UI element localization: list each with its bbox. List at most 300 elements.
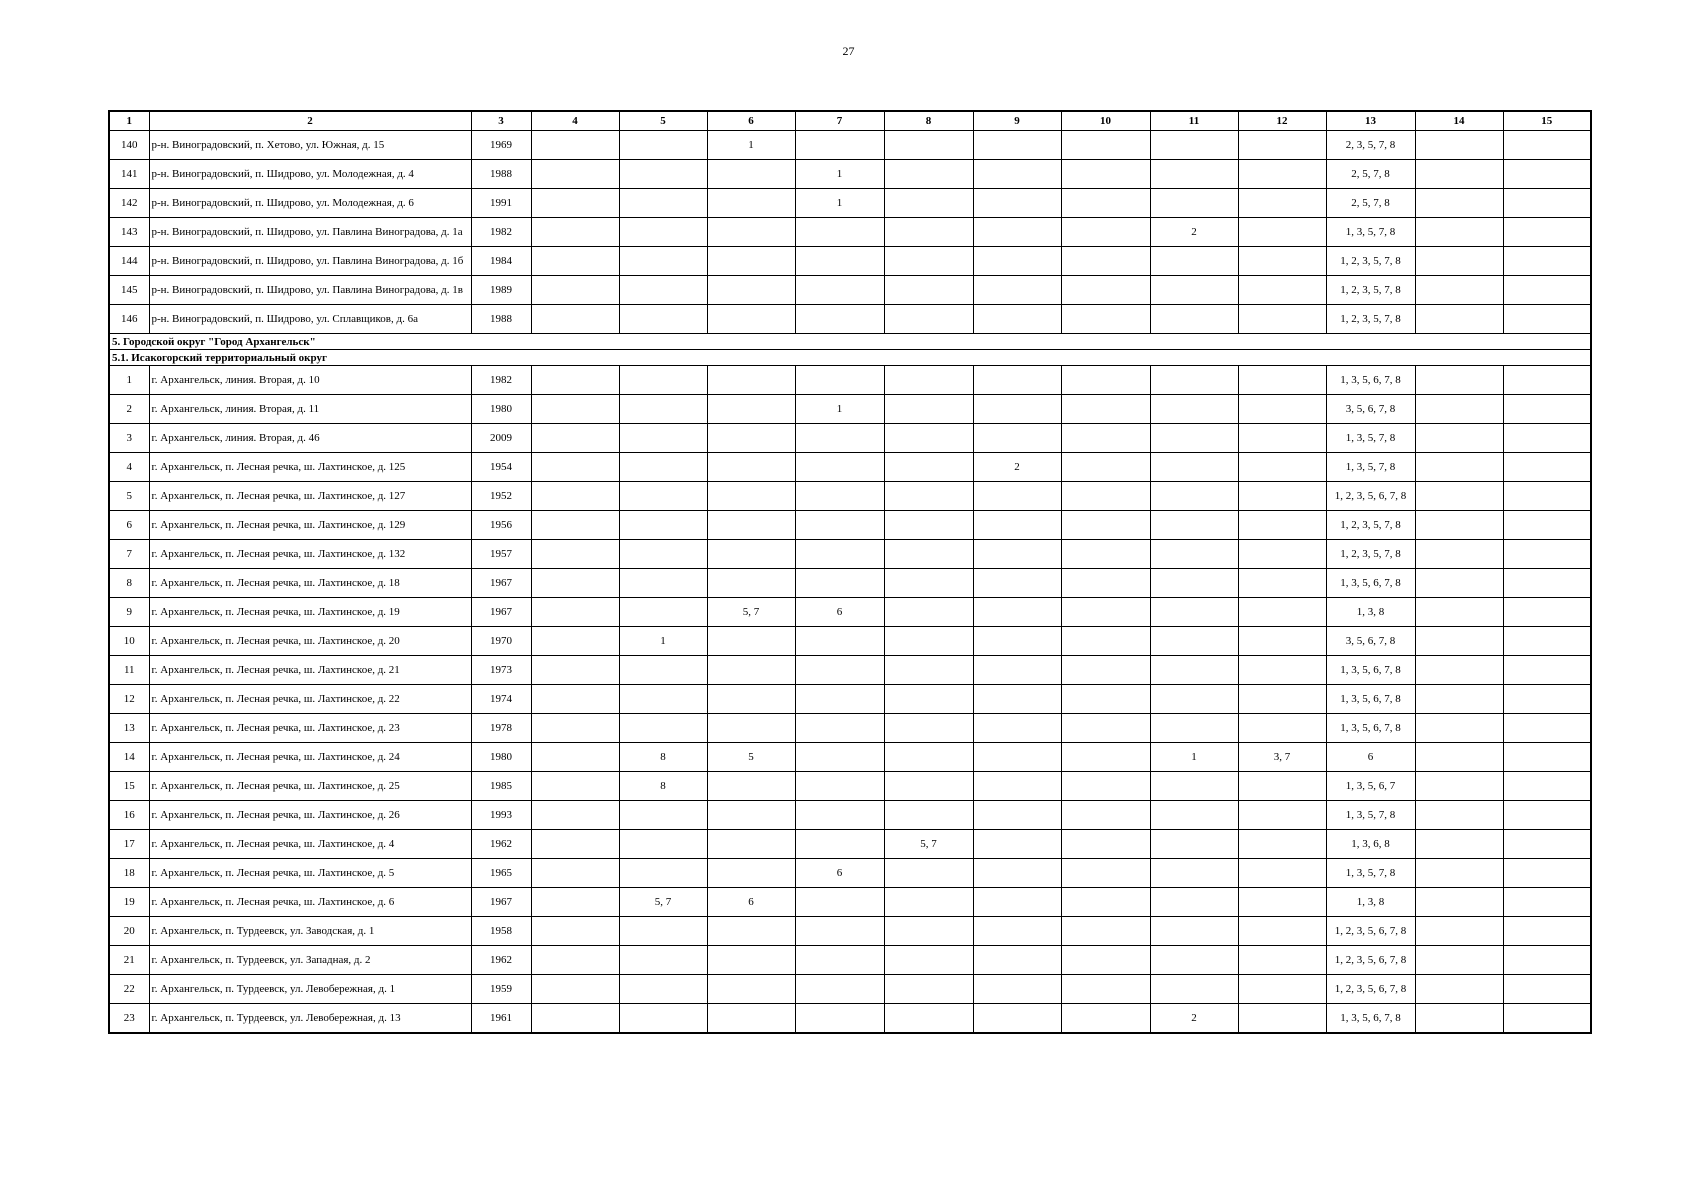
cell-col-7 <box>795 366 884 395</box>
cell-col-1: 10 <box>109 627 149 656</box>
cell-col-4 <box>531 276 619 305</box>
cell-col-4 <box>531 511 619 540</box>
table-row <box>109 917 1591 946</box>
cell-col-4 <box>531 656 619 685</box>
cell-col-1: 2 <box>109 395 149 424</box>
table-body <box>109 131 1591 1034</box>
cell-col-8 <box>884 714 973 743</box>
cell-col-12 <box>1238 366 1326 395</box>
cell-col-7 <box>795 305 884 334</box>
cell-col-8 <box>884 218 973 247</box>
cell-col-11 <box>1150 189 1238 218</box>
cell-col-2: р-н. Виноградовский, п. Хетово, ул. Южная, д. 15 <box>149 131 471 160</box>
cell-col-15 <box>1503 424 1591 453</box>
cell-col-14 <box>1415 830 1503 859</box>
cell-col-8 <box>884 627 973 656</box>
cell-col-1: 144 <box>109 247 149 276</box>
cell-col-5 <box>619 946 707 975</box>
cell-col-15 <box>1503 1004 1591 1034</box>
cell-col-3: 1980 <box>471 395 531 424</box>
cell-col-1: 146 <box>109 305 149 334</box>
cell-col-6 <box>707 424 795 453</box>
cell-col-12 <box>1238 453 1326 482</box>
cell-col-6 <box>707 859 795 888</box>
cell-col-15 <box>1503 189 1591 218</box>
cell-col-14 <box>1415 743 1503 772</box>
cell-col-4 <box>531 540 619 569</box>
cell-col-5 <box>619 859 707 888</box>
cell-col-3: 1967 <box>471 888 531 917</box>
cell-col-11 <box>1150 772 1238 801</box>
section-heading-row <box>109 334 1591 350</box>
cell-col-15 <box>1503 627 1591 656</box>
cell-col-4 <box>531 218 619 247</box>
cell-col-12 <box>1238 946 1326 975</box>
cell-col-5 <box>619 395 707 424</box>
table-row <box>109 305 1591 334</box>
cell-col-12 <box>1238 247 1326 276</box>
cell-col-7 <box>795 772 884 801</box>
cell-col-1: 143 <box>109 218 149 247</box>
cell-col-6 <box>707 946 795 975</box>
cell-col-8 <box>884 305 973 334</box>
cell-col-8 <box>884 772 973 801</box>
column-header-6: 6 <box>707 111 795 131</box>
cell-col-1: 7 <box>109 540 149 569</box>
cell-col-15 <box>1503 917 1591 946</box>
table-row <box>109 366 1591 395</box>
cell-col-13: 1, 2, 3, 5, 6, 7, 8 <box>1326 482 1415 511</box>
cell-col-3: 1980 <box>471 743 531 772</box>
cell-col-8 <box>884 131 973 160</box>
cell-col-15 <box>1503 975 1591 1004</box>
cell-col-4 <box>531 424 619 453</box>
cell-col-4 <box>531 801 619 830</box>
cell-col-1: 11 <box>109 656 149 685</box>
cell-col-3: 1969 <box>471 131 531 160</box>
cell-col-8 <box>884 540 973 569</box>
cell-col-6 <box>707 975 795 1004</box>
cell-col-3: 1988 <box>471 305 531 334</box>
cell-col-9 <box>973 482 1061 511</box>
cell-col-14 <box>1415 276 1503 305</box>
cell-col-13: 3, 5, 6, 7, 8 <box>1326 627 1415 656</box>
cell-col-9 <box>973 160 1061 189</box>
cell-col-3: 1967 <box>471 569 531 598</box>
cell-col-8 <box>884 482 973 511</box>
cell-col-7 <box>795 424 884 453</box>
section-heading: 5. Городской округ "Город Архангельск" <box>109 334 1591 350</box>
cell-col-1: 17 <box>109 830 149 859</box>
column-header-14: 14 <box>1415 111 1503 131</box>
cell-col-9 <box>973 247 1061 276</box>
table-row <box>109 424 1591 453</box>
cell-col-10 <box>1061 656 1150 685</box>
cell-col-9 <box>973 743 1061 772</box>
section-heading: 5.1. Исакогорский территориальный округ <box>109 350 1591 366</box>
cell-col-8 <box>884 424 973 453</box>
cell-col-8 <box>884 366 973 395</box>
cell-col-12 <box>1238 859 1326 888</box>
cell-col-7 <box>795 218 884 247</box>
cell-col-8 <box>884 1004 973 1034</box>
cell-col-9 <box>973 830 1061 859</box>
table-row <box>109 131 1591 160</box>
cell-col-10 <box>1061 131 1150 160</box>
cell-col-7 <box>795 1004 884 1034</box>
cell-col-5 <box>619 656 707 685</box>
cell-col-5 <box>619 685 707 714</box>
cell-col-15 <box>1503 540 1591 569</box>
cell-col-1: 140 <box>109 131 149 160</box>
cell-col-10 <box>1061 859 1150 888</box>
cell-col-10 <box>1061 305 1150 334</box>
cell-col-5 <box>619 276 707 305</box>
cell-col-2: г. Архангельск, п. Лесная речка, ш. Лахтинское, д. 5 <box>149 859 471 888</box>
cell-col-4 <box>531 975 619 1004</box>
cell-col-14 <box>1415 247 1503 276</box>
header-row <box>109 111 1591 131</box>
cell-col-7: 1 <box>795 189 884 218</box>
cell-col-3: 1958 <box>471 917 531 946</box>
cell-col-7 <box>795 685 884 714</box>
cell-col-11: 2 <box>1150 1004 1238 1034</box>
cell-col-2: г. Архангельск, п. Лесная речка, ш. Лахтинское, д. 129 <box>149 511 471 540</box>
cell-col-4 <box>531 627 619 656</box>
cell-col-13: 1, 3, 6, 8 <box>1326 830 1415 859</box>
cell-col-1: 9 <box>109 598 149 627</box>
cell-col-11 <box>1150 424 1238 453</box>
cell-col-11 <box>1150 917 1238 946</box>
cell-col-9 <box>973 888 1061 917</box>
cell-col-3: 1991 <box>471 189 531 218</box>
table-row <box>109 830 1591 859</box>
cell-col-9 <box>973 772 1061 801</box>
cell-col-6 <box>707 247 795 276</box>
cell-col-14 <box>1415 305 1503 334</box>
cell-col-3: 1988 <box>471 160 531 189</box>
cell-col-12 <box>1238 189 1326 218</box>
cell-col-8 <box>884 189 973 218</box>
cell-col-15 <box>1503 131 1591 160</box>
cell-col-7 <box>795 888 884 917</box>
cell-col-4 <box>531 1004 619 1034</box>
cell-col-4 <box>531 305 619 334</box>
cell-col-9 <box>973 189 1061 218</box>
cell-col-10 <box>1061 160 1150 189</box>
cell-col-15 <box>1503 772 1591 801</box>
cell-col-4 <box>531 743 619 772</box>
cell-col-7 <box>795 627 884 656</box>
cell-col-7: 6 <box>795 598 884 627</box>
cell-col-15 <box>1503 685 1591 714</box>
cell-col-8 <box>884 511 973 540</box>
cell-col-9 <box>973 305 1061 334</box>
cell-col-8 <box>884 569 973 598</box>
cell-col-11 <box>1150 859 1238 888</box>
cell-col-12 <box>1238 511 1326 540</box>
cell-col-14 <box>1415 395 1503 424</box>
cell-col-9 <box>973 946 1061 975</box>
cell-col-5 <box>619 975 707 1004</box>
cell-col-3: 1956 <box>471 511 531 540</box>
table-row <box>109 946 1591 975</box>
cell-col-13: 1, 3, 8 <box>1326 598 1415 627</box>
cell-col-10 <box>1061 627 1150 656</box>
cell-col-8 <box>884 888 973 917</box>
cell-col-2: г. Архангельск, п. Лесная речка, ш. Лахтинское, д. 20 <box>149 627 471 656</box>
cell-col-1: 3 <box>109 424 149 453</box>
column-header-10: 10 <box>1061 111 1150 131</box>
cell-col-10 <box>1061 772 1150 801</box>
cell-col-1: 142 <box>109 189 149 218</box>
cell-col-4 <box>531 714 619 743</box>
cell-col-6: 5, 7 <box>707 598 795 627</box>
cell-col-13: 1, 2, 3, 5, 7, 8 <box>1326 247 1415 276</box>
cell-col-9 <box>973 366 1061 395</box>
cell-col-8 <box>884 859 973 888</box>
column-header-15: 15 <box>1503 111 1591 131</box>
cell-col-13: 1, 2, 3, 5, 6, 7, 8 <box>1326 946 1415 975</box>
cell-col-12 <box>1238 482 1326 511</box>
cell-col-7 <box>795 743 884 772</box>
cell-col-10 <box>1061 830 1150 859</box>
table-row <box>109 160 1591 189</box>
cell-col-12 <box>1238 656 1326 685</box>
cell-col-11 <box>1150 453 1238 482</box>
cell-col-13: 1, 3, 5, 7, 8 <box>1326 453 1415 482</box>
cell-col-14 <box>1415 424 1503 453</box>
table-row <box>109 569 1591 598</box>
table-row <box>109 714 1591 743</box>
cell-col-14 <box>1415 1004 1503 1034</box>
cell-col-6 <box>707 569 795 598</box>
cell-col-15 <box>1503 218 1591 247</box>
cell-col-7 <box>795 801 884 830</box>
cell-col-8 <box>884 395 973 424</box>
cell-col-2: р-н. Виноградовский, п. Шидрово, ул. Молодежная, д. 4 <box>149 160 471 189</box>
cell-col-13: 1, 3, 5, 7, 8 <box>1326 859 1415 888</box>
cell-col-10 <box>1061 511 1150 540</box>
cell-col-14 <box>1415 482 1503 511</box>
cell-col-3: 1993 <box>471 801 531 830</box>
table-row <box>109 772 1591 801</box>
cell-col-2: г. Архангельск, п. Лесная речка, ш. Лахтинское, д. 24 <box>149 743 471 772</box>
cell-col-7 <box>795 247 884 276</box>
cell-col-7 <box>795 975 884 1004</box>
column-header-1: 1 <box>109 111 149 131</box>
cell-col-1: 23 <box>109 1004 149 1034</box>
cell-col-1: 5 <box>109 482 149 511</box>
cell-col-13: 1, 2, 3, 5, 6, 7, 8 <box>1326 917 1415 946</box>
cell-col-11 <box>1150 247 1238 276</box>
cell-col-12 <box>1238 772 1326 801</box>
cell-col-9 <box>973 1004 1061 1034</box>
cell-col-6 <box>707 627 795 656</box>
table-row <box>109 801 1591 830</box>
column-header-7: 7 <box>795 111 884 131</box>
cell-col-11 <box>1150 598 1238 627</box>
cell-col-14 <box>1415 685 1503 714</box>
cell-col-13: 1, 3, 5, 7, 8 <box>1326 218 1415 247</box>
cell-col-10 <box>1061 975 1150 1004</box>
cell-col-5 <box>619 598 707 627</box>
cell-col-11 <box>1150 714 1238 743</box>
cell-col-9 <box>973 627 1061 656</box>
cell-col-2: г. Архангельск, п. Турдеевск, ул. Заводская, д. 1 <box>149 917 471 946</box>
cell-col-14 <box>1415 453 1503 482</box>
cell-col-7 <box>795 453 884 482</box>
cell-col-14 <box>1415 859 1503 888</box>
cell-col-6: 1 <box>707 131 795 160</box>
cell-col-13: 1, 2, 3, 5, 6, 7, 8 <box>1326 975 1415 1004</box>
cell-col-3: 1961 <box>471 1004 531 1034</box>
cell-col-15 <box>1503 946 1591 975</box>
cell-col-2: г. Архангельск, линия. Вторая, д. 11 <box>149 395 471 424</box>
cell-col-8 <box>884 743 973 772</box>
cell-col-5 <box>619 830 707 859</box>
cell-col-11: 1 <box>1150 743 1238 772</box>
cell-col-10 <box>1061 598 1150 627</box>
cell-col-4 <box>531 859 619 888</box>
cell-col-10 <box>1061 946 1150 975</box>
cell-col-15 <box>1503 395 1591 424</box>
cell-col-13: 1, 3, 5, 7, 8 <box>1326 801 1415 830</box>
cell-col-15 <box>1503 859 1591 888</box>
cell-col-9 <box>973 395 1061 424</box>
cell-col-15 <box>1503 482 1591 511</box>
cell-col-5 <box>619 453 707 482</box>
cell-col-8 <box>884 801 973 830</box>
cell-col-5 <box>619 247 707 276</box>
cell-col-11 <box>1150 656 1238 685</box>
cell-col-10 <box>1061 366 1150 395</box>
table-row <box>109 975 1591 1004</box>
cell-col-9 <box>973 131 1061 160</box>
cell-col-6 <box>707 189 795 218</box>
cell-col-6 <box>707 366 795 395</box>
cell-col-14 <box>1415 946 1503 975</box>
cell-col-1: 20 <box>109 917 149 946</box>
cell-col-11 <box>1150 685 1238 714</box>
cell-col-11 <box>1150 830 1238 859</box>
cell-col-5 <box>619 305 707 334</box>
cell-col-11 <box>1150 540 1238 569</box>
cell-col-2: г. Архангельск, п. Лесная речка, ш. Лахтинское, д. 21 <box>149 656 471 685</box>
cell-col-2: г. Архангельск, п. Лесная речка, ш. Лахтинское, д. 125 <box>149 453 471 482</box>
cell-col-6 <box>707 305 795 334</box>
cell-col-4 <box>531 598 619 627</box>
cell-col-7 <box>795 917 884 946</box>
table-row <box>109 598 1591 627</box>
cell-col-1: 22 <box>109 975 149 1004</box>
column-header-11: 11 <box>1150 111 1238 131</box>
cell-col-15 <box>1503 801 1591 830</box>
cell-col-11 <box>1150 946 1238 975</box>
column-header-5: 5 <box>619 111 707 131</box>
cell-col-10 <box>1061 395 1150 424</box>
cell-col-13: 1, 3, 8 <box>1326 888 1415 917</box>
cell-col-12 <box>1238 801 1326 830</box>
table-row <box>109 276 1591 305</box>
cell-col-10 <box>1061 276 1150 305</box>
cell-col-3: 1984 <box>471 247 531 276</box>
cell-col-8 <box>884 946 973 975</box>
cell-col-14 <box>1415 627 1503 656</box>
cell-col-14 <box>1415 917 1503 946</box>
cell-col-12 <box>1238 830 1326 859</box>
cell-col-7 <box>795 131 884 160</box>
table-row <box>109 627 1591 656</box>
cell-col-5 <box>619 917 707 946</box>
cell-col-9: 2 <box>973 453 1061 482</box>
cell-col-1: 21 <box>109 946 149 975</box>
cell-col-9 <box>973 801 1061 830</box>
table-row <box>109 656 1591 685</box>
cell-col-11 <box>1150 131 1238 160</box>
cell-col-5 <box>619 511 707 540</box>
cell-col-2: г. Архангельск, п. Лесная речка, ш. Лахтинское, д. 22 <box>149 685 471 714</box>
table-row <box>109 189 1591 218</box>
cell-col-10 <box>1061 540 1150 569</box>
cell-col-4 <box>531 917 619 946</box>
cell-col-6 <box>707 511 795 540</box>
cell-col-14 <box>1415 656 1503 685</box>
cell-col-13: 1, 2, 3, 5, 7, 8 <box>1326 511 1415 540</box>
cell-col-4 <box>531 830 619 859</box>
cell-col-15 <box>1503 888 1591 917</box>
cell-col-14 <box>1415 714 1503 743</box>
cell-col-4 <box>531 160 619 189</box>
cell-col-2: г. Архангельск, п. Турдеевск, ул. Западная, д. 2 <box>149 946 471 975</box>
cell-col-2: р-н. Виноградовский, п. Шидрово, ул. Сплавщиков, д. 6а <box>149 305 471 334</box>
cell-col-8 <box>884 917 973 946</box>
cell-col-10 <box>1061 218 1150 247</box>
cell-col-9 <box>973 424 1061 453</box>
cell-col-15 <box>1503 276 1591 305</box>
cell-col-4 <box>531 366 619 395</box>
cell-col-6 <box>707 772 795 801</box>
cell-col-1: 6 <box>109 511 149 540</box>
cell-col-12 <box>1238 395 1326 424</box>
column-header-12: 12 <box>1238 111 1326 131</box>
cell-col-5: 8 <box>619 772 707 801</box>
cell-col-1: 19 <box>109 888 149 917</box>
cell-col-15 <box>1503 247 1591 276</box>
cell-col-9 <box>973 685 1061 714</box>
cell-col-6: 5 <box>707 743 795 772</box>
cell-col-8 <box>884 453 973 482</box>
cell-col-8 <box>884 656 973 685</box>
cell-col-11 <box>1150 276 1238 305</box>
cell-col-6 <box>707 453 795 482</box>
cell-col-5 <box>619 218 707 247</box>
cell-col-10 <box>1061 801 1150 830</box>
cell-col-11: 2 <box>1150 218 1238 247</box>
cell-col-10 <box>1061 424 1150 453</box>
cell-col-9 <box>973 714 1061 743</box>
registry-table <box>108 110 1592 1034</box>
cell-col-2: г. Архангельск, п. Лесная речка, ш. Лахтинское, д. 127 <box>149 482 471 511</box>
cell-col-13: 2, 5, 7, 8 <box>1326 189 1415 218</box>
cell-col-6 <box>707 917 795 946</box>
cell-col-5 <box>619 569 707 598</box>
cell-col-2: г. Архангельск, п. Лесная речка, ш. Лахтинское, д. 6 <box>149 888 471 917</box>
cell-col-6 <box>707 801 795 830</box>
column-header-3: 3 <box>471 111 531 131</box>
cell-col-4 <box>531 453 619 482</box>
cell-col-1: 15 <box>109 772 149 801</box>
